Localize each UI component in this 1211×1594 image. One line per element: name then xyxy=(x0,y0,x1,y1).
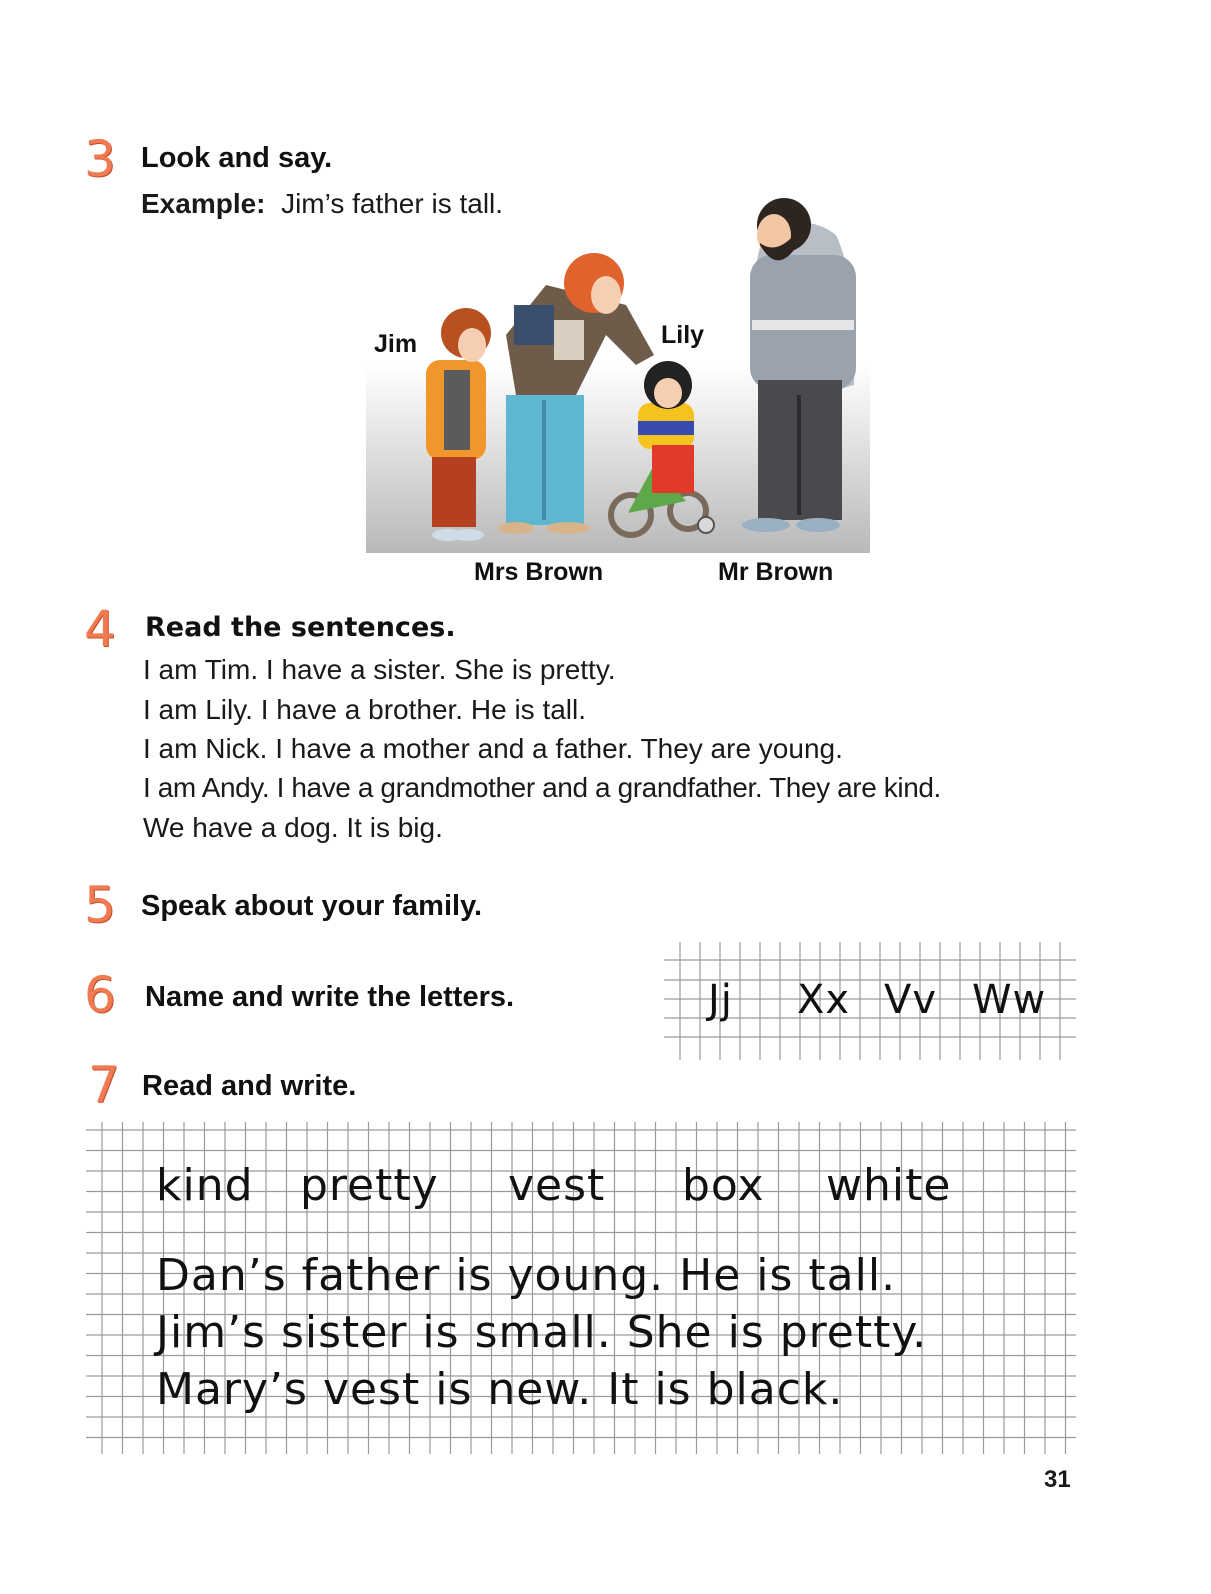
word-box: box xyxy=(682,1160,765,1211)
ex4-line-5: We have a dog. It is big. xyxy=(143,812,443,843)
exercise-number-3: 3 xyxy=(84,130,116,188)
exercise-number-4: 4 xyxy=(84,600,116,658)
exercise-number-6: 6 xyxy=(84,966,116,1024)
mr-brown-figure xyxy=(742,198,856,532)
ex4-line-3: I am Nick. I have a mother and a father. They are young. xyxy=(143,733,843,764)
letters-ww: Ww xyxy=(972,977,1047,1023)
word-kind: kind xyxy=(156,1160,254,1211)
letters-xx: Xx xyxy=(797,977,851,1023)
label-jim: Jim xyxy=(374,330,418,358)
letters-jj: Jj xyxy=(708,977,733,1023)
sentence-1: Dan’s father is young. He is tall. xyxy=(156,1250,897,1301)
word-white: white xyxy=(826,1160,952,1211)
sentence-3: Mary’s vest is new. It is black. xyxy=(156,1364,844,1415)
exercise-number-7: 7 xyxy=(88,1056,120,1114)
label-mrs-brown: Mrs Brown xyxy=(474,558,604,586)
ex4-line-4: I am Andy. I have a grandmother and a grandfather. They are kind. xyxy=(143,772,941,803)
exercise-4-heading: Read the sentences. xyxy=(145,612,456,643)
example-label: Example: xyxy=(141,188,266,219)
exercise-7-heading: Read and write. xyxy=(142,1070,357,1102)
label-lily: Lily xyxy=(661,321,705,349)
ex4-line-2: I am Lily. I have a brother. He is tall. xyxy=(143,694,587,725)
word-vest: vest xyxy=(508,1160,606,1211)
exercise-3-heading: Look and say. xyxy=(141,142,333,174)
sentence-2: Jim’s sister is small. She is pretty. xyxy=(156,1307,928,1358)
label-mr-brown: Mr Brown xyxy=(718,558,834,586)
family-illustration xyxy=(366,195,870,555)
page-number: 31 xyxy=(1044,1466,1071,1493)
example-text: Jim’s father is tall. xyxy=(281,188,504,219)
word-pretty: pretty xyxy=(300,1160,439,1211)
exercise-5-heading: Speak about your family. xyxy=(141,890,483,922)
ex4-line-1: I am Tim. I have a sister. She is pretty. xyxy=(143,654,616,685)
exercise-number-5: 5 xyxy=(84,876,116,934)
exercise-6-heading: Name and write the letters. xyxy=(145,981,515,1013)
letters-vv: Vv xyxy=(884,977,938,1023)
